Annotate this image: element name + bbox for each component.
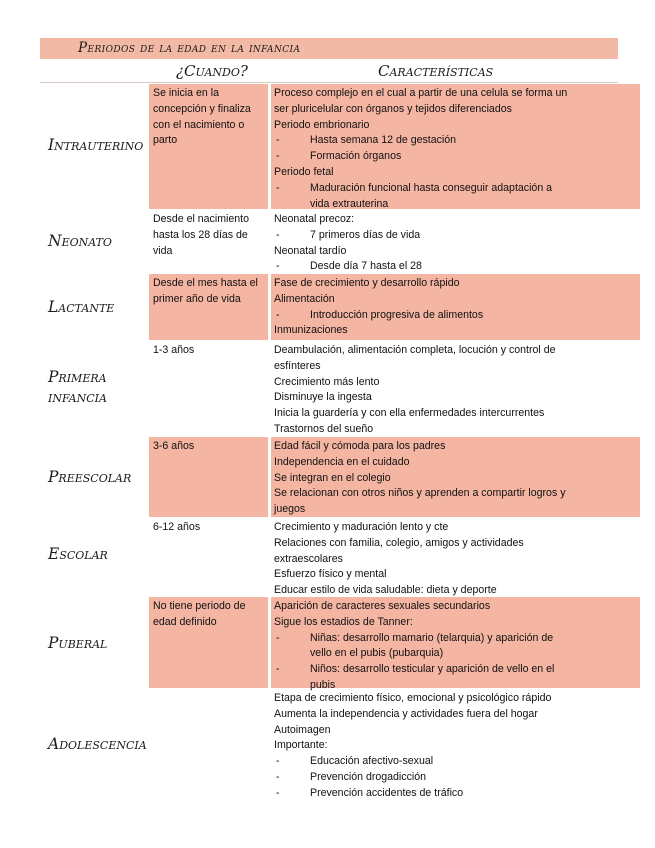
when-cell: No tiene periodo de edad definido bbox=[153, 600, 246, 628]
characteristic-line: Aumenta la independencia y actividades fuera del hogar bbox=[274, 707, 538, 720]
table-row bbox=[40, 210, 618, 273]
when-cell: Desde el mes hasta el primer año de vida bbox=[153, 277, 258, 305]
table-row bbox=[40, 437, 618, 517]
characteristic-subitem: - Hasta semana 12 de gestación bbox=[274, 133, 636, 149]
characteristic-subitem-continuation: vida extrauterina bbox=[310, 197, 389, 210]
when-cell: 1-3 años bbox=[153, 344, 195, 356]
when-cell: Desde el nacimiento hasta los 28 días de vida bbox=[153, 213, 249, 257]
characteristics-cell bbox=[274, 276, 636, 339]
characteristics-cell bbox=[274, 599, 636, 694]
characteristic-line: Neonatal precoz: bbox=[274, 213, 355, 225]
characteristic-subitem: - Niños: desarrollo testicular y aparición de vello en el bbox=[274, 662, 636, 678]
characteristic-line: esfínteres bbox=[274, 359, 321, 372]
stage-label: Intrauterino bbox=[48, 136, 144, 154]
characteristic-subitem: - Desde día 7 hasta el 28 bbox=[274, 259, 636, 275]
characteristic-line: Neonatal tardío bbox=[274, 244, 347, 257]
characteristic-line: Etapa de crecimiento físico, emocional y psicológico rápido bbox=[274, 692, 552, 704]
header-when: ¿Cuando? bbox=[176, 62, 248, 80]
characteristic-line: Sigue los estadios de Tanner: bbox=[274, 615, 413, 628]
characteristic-line: Esfuerzo físico y mental bbox=[274, 568, 387, 581]
characteristics-cell bbox=[274, 212, 636, 275]
table-row bbox=[40, 518, 618, 596]
characteristic-line: Deambulación, alimentación completa, locución y control de bbox=[274, 344, 556, 356]
characteristics-cell bbox=[274, 343, 636, 438]
characteristic-line: Independencia en el cuidado bbox=[274, 455, 410, 468]
characteristic-subitem-continuation: pubis bbox=[310, 678, 336, 691]
characteristics-cell bbox=[274, 86, 636, 212]
table-row bbox=[40, 274, 618, 340]
table-row bbox=[40, 689, 618, 801]
characteristic-subitem: - Introducción progresiva de alimentos bbox=[274, 308, 636, 324]
characteristic-subitem: - Maduración funcional hasta conseguir adaptación a bbox=[274, 181, 636, 197]
header-characteristics: Características bbox=[378, 62, 494, 80]
characteristic-subitem: - Prevención accidentes de tráfico bbox=[274, 786, 636, 802]
table-row bbox=[40, 341, 618, 436]
characteristics-cell bbox=[274, 691, 636, 802]
characteristic-subitem: - Formación órganos bbox=[274, 149, 636, 165]
characteristics-cell bbox=[274, 520, 636, 599]
characteristic-line: Relaciones con familia, colegio, amigos y actividades bbox=[274, 536, 524, 549]
characteristic-line: Periodo fetal bbox=[274, 165, 334, 178]
characteristic-line: Edad fácil y cómoda para los padres bbox=[274, 440, 446, 452]
characteristic-line: Aparición de caracteres sexuales secundarios bbox=[274, 600, 491, 612]
stage-label: Neonato bbox=[48, 232, 112, 250]
characteristic-line: Trastornos del sueño bbox=[274, 422, 374, 435]
characteristic-subitem-continuation: vello en el pubis (pubarquia) bbox=[310, 647, 444, 660]
when-cell: 3-6 años bbox=[153, 440, 195, 452]
stage-label: Puberal bbox=[48, 634, 108, 652]
characteristic-line: ser pluricelular con órganos y tejidos diferenciados bbox=[274, 102, 512, 115]
when-cell: 6-12 años bbox=[153, 521, 201, 533]
characteristic-subitem: - Niñas: desarrollo mamario (telarquia) y aparición de bbox=[274, 631, 636, 647]
characteristic-line: Crecimiento y maduración lento y cte bbox=[274, 521, 449, 533]
characteristic-line: Periodo embrionario bbox=[274, 118, 370, 131]
table-row bbox=[40, 84, 618, 209]
characteristic-line: Se integran en el colegio bbox=[274, 471, 391, 484]
characteristic-line: Crecimiento más lento bbox=[274, 375, 380, 388]
stage-label: Adolescencia bbox=[48, 735, 147, 753]
characteristic-line: juegos bbox=[274, 503, 306, 516]
characteristic-line: Se relacionan con otros niños y aprenden a compartir logros y bbox=[274, 487, 566, 500]
characteristic-line: Inmunizaciones bbox=[274, 324, 348, 337]
when-cell: Se inicia en la concepción y finaliza con el nacimiento o parto bbox=[153, 87, 251, 147]
characteristic-line: Disminuye la ingesta bbox=[274, 391, 372, 404]
characteristic-subitem: - Prevención drogadicción bbox=[274, 770, 636, 786]
title-bar bbox=[40, 38, 618, 59]
characteristic-line: Autoimagen bbox=[274, 723, 331, 736]
characteristic-line: extraescolares bbox=[274, 552, 343, 565]
characteristic-line: Alimentación bbox=[274, 292, 335, 305]
stage-label: Primera infancia bbox=[48, 368, 107, 406]
table-row bbox=[40, 597, 618, 691]
stage-label: Preescolar bbox=[48, 468, 132, 486]
characteristic-line: Fase de crecimiento y desarrollo rápido bbox=[274, 277, 460, 289]
stage-label: Lactante bbox=[48, 298, 115, 316]
characteristic-line: Educar estilo de vida saludable: dieta y deporte bbox=[274, 584, 497, 597]
characteristic-subitem: - 7 primeros días de vida bbox=[274, 228, 636, 244]
characteristic-line: Importante: bbox=[274, 739, 328, 752]
stage-label: Escolar bbox=[48, 545, 108, 563]
characteristic-line: Proceso complejo en el cual a partir de una celula se forma un bbox=[274, 87, 568, 99]
header-divider bbox=[40, 82, 618, 83]
characteristics-cell bbox=[274, 439, 636, 518]
characteristic-line: Inicia la guardería y con ella enfermedades intercurrentes bbox=[274, 407, 545, 420]
page-title: Periodos de la edad en la infancia bbox=[78, 40, 301, 56]
characteristic-subitem: - Educación afectivo-sexual bbox=[274, 754, 636, 770]
